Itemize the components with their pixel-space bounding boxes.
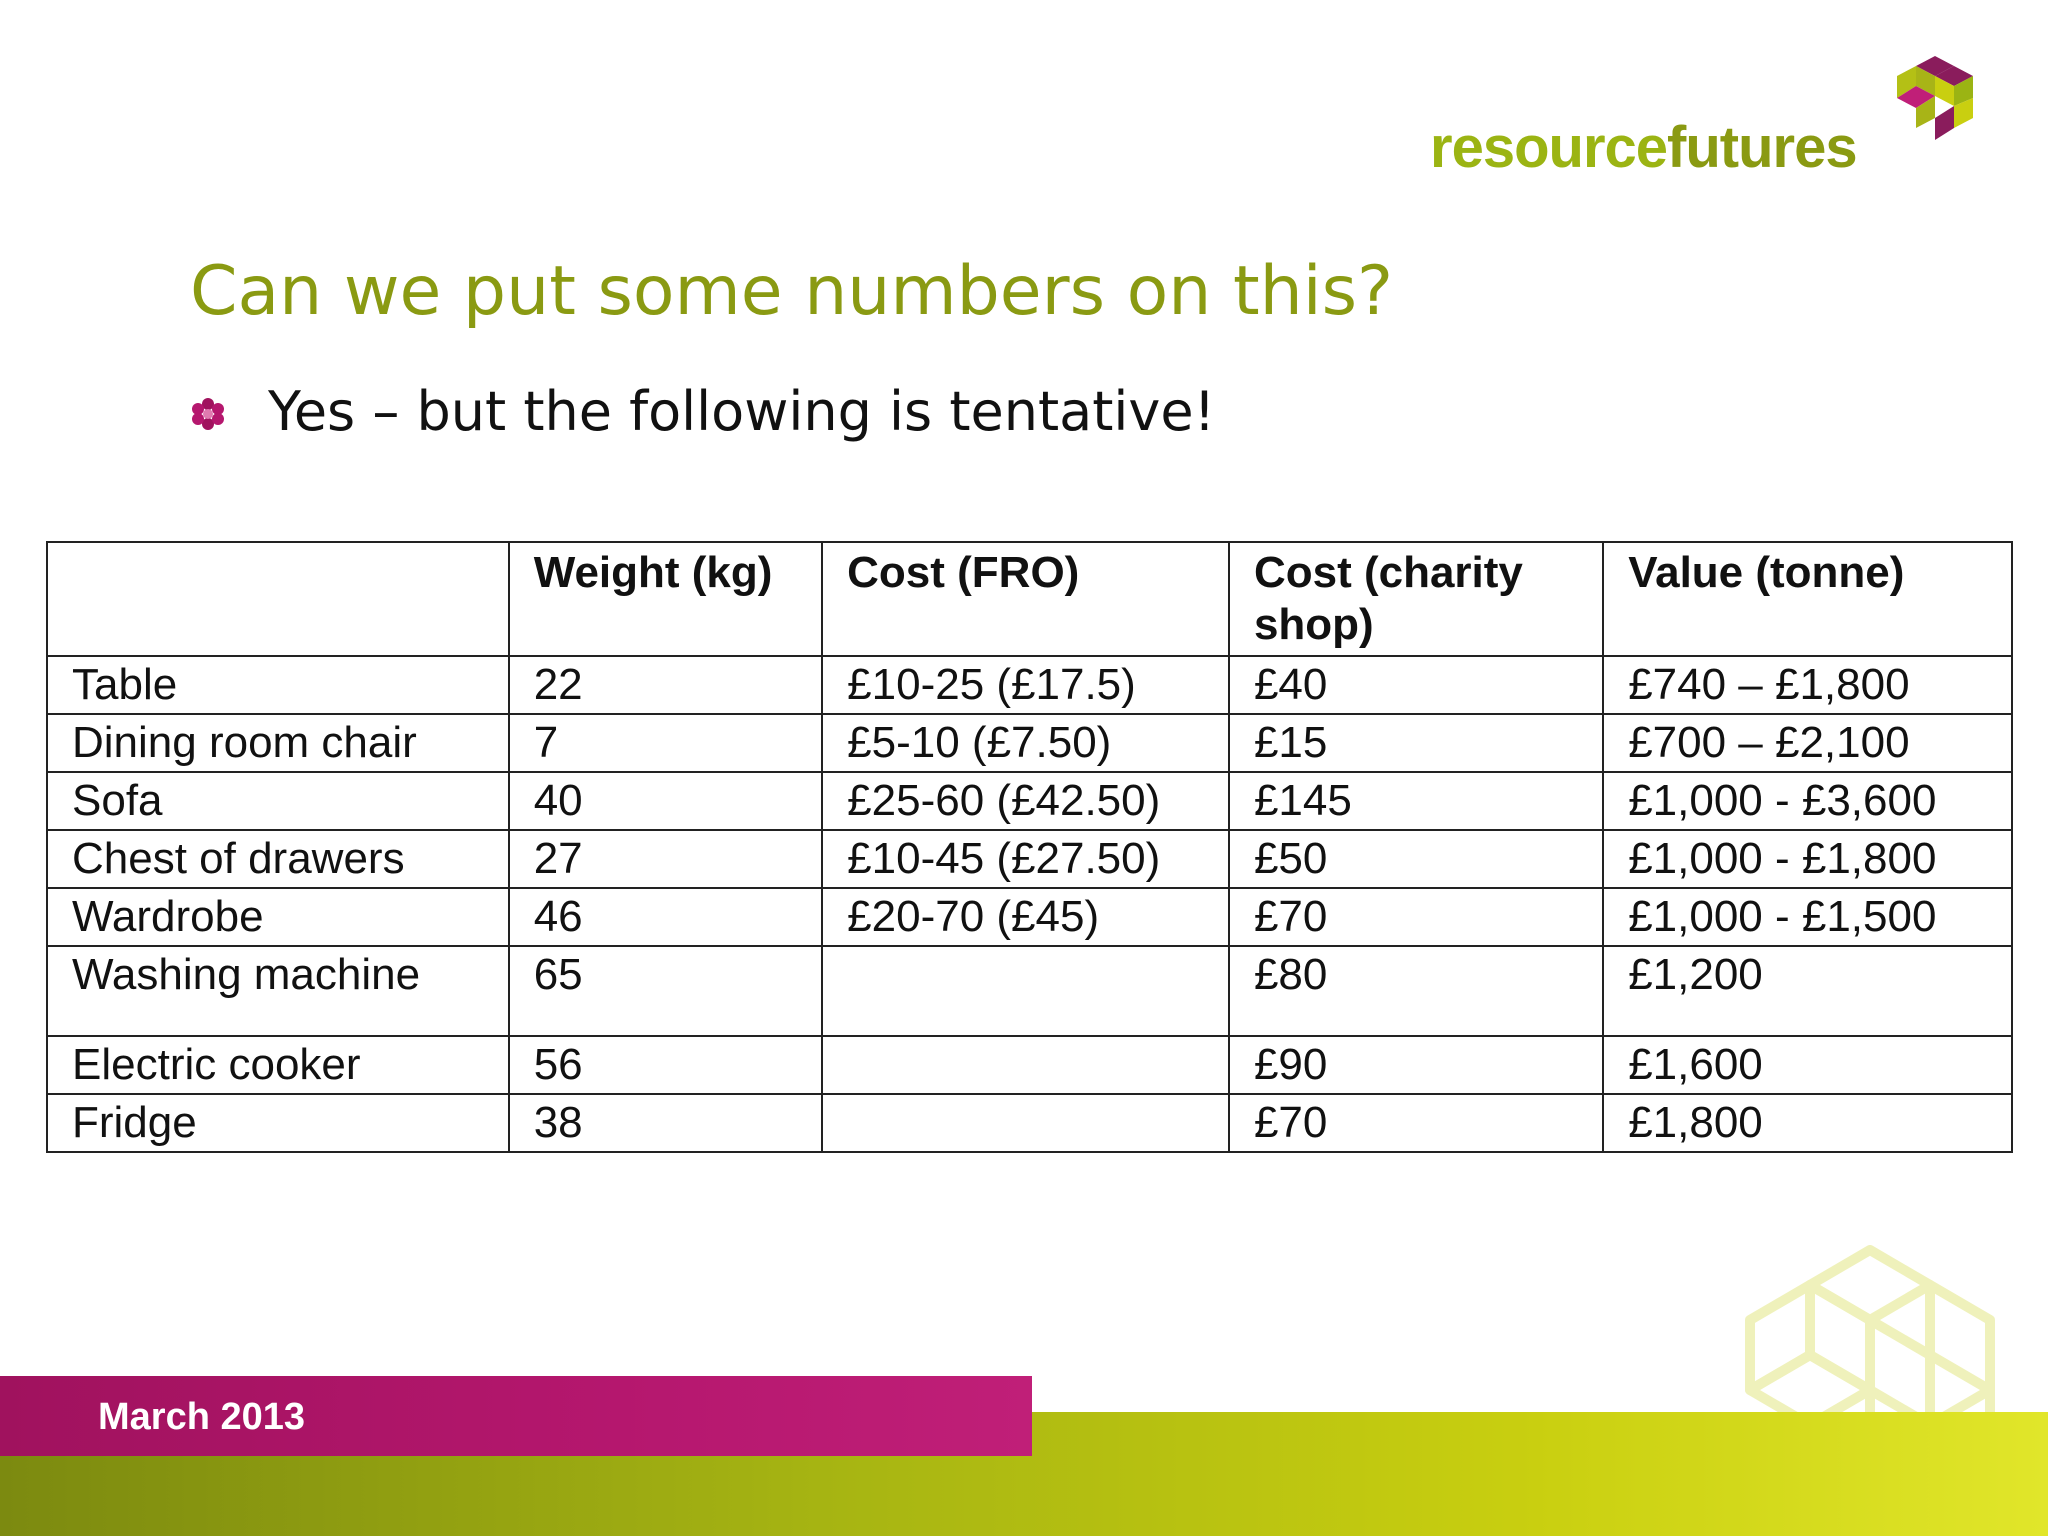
table-row [47,888,2012,946]
cell-item: Wardrobe [47,888,509,946]
flower-bullet-icon [190,396,226,432]
table-row [47,1094,2012,1152]
cell-item: Dining room chair [47,714,509,772]
logo-text-futures: futures [1667,115,1857,180]
cell-value-tonne: £1,600 [1603,1036,2012,1094]
header-cell-cost-charity: Cost (charity shop) [1229,542,1603,656]
cell-weight: 46 [509,888,822,946]
cell-cost-charity: £50 [1229,830,1603,888]
footer-date: March 2013 [98,1396,306,1438]
cell-cost-charity: £15 [1229,714,1603,772]
cell-value-tonne: £1,000 - £1,800 [1603,830,2012,888]
cell-cost-fro [822,1036,1229,1094]
table-header-row [47,542,2012,656]
table-row [47,714,2012,772]
table-row [47,946,2012,1036]
bullet-text: Yes – but the following is tentative! [268,380,1216,443]
cell-value-tonne: £700 – £2,100 [1603,714,2012,772]
cell-cost-fro [822,1094,1229,1152]
cell-weight: 22 [509,656,822,714]
cell-cost-fro: £10-45 (£27.50) [822,830,1229,888]
cell-weight: 65 [509,946,822,1036]
cell-cost-charity: £145 [1229,772,1603,830]
resource-futures-logo [1420,52,1980,192]
cell-value-tonne: £740 – £1,800 [1603,656,2012,714]
cell-item: Electric cooker [47,1036,509,1094]
cell-item: Washing machine [47,946,509,1036]
slide-title: Can we put some numbers on this? [190,252,1394,331]
header-cell-weight: Weight (kg) [509,542,822,656]
cell-cost-charity: £70 [1229,888,1603,946]
cell-cost-charity: £90 [1229,1036,1603,1094]
cell-item: Chest of drawers [47,830,509,888]
cell-cost-fro: £20-70 (£45) [822,888,1229,946]
cell-value-tonne: £1,000 - £1,500 [1603,888,2012,946]
cell-item: Sofa [47,772,509,830]
header-cell-item [47,542,509,656]
cell-cost-fro [822,946,1229,1036]
table-row [47,656,2012,714]
cell-item: Fridge [47,1094,509,1152]
table-row [47,772,2012,830]
header-cell-value-tonne: Value (tonne) [1603,542,2012,656]
cell-cost-fro: £10-25 (£17.5) [822,656,1229,714]
cube-logo-icon [1890,52,1980,152]
header-cell-cost-fro: Cost (FRO) [822,542,1229,656]
cell-cost-charity: £70 [1229,1094,1603,1152]
cell-value-tonne: £1,800 [1603,1094,2012,1152]
logo-text-resource: resource [1430,115,1668,180]
furniture-values-table [46,541,2013,1153]
cell-weight: 27 [509,830,822,888]
cell-weight: 7 [509,714,822,772]
cell-weight: 56 [509,1036,822,1094]
cell-cost-charity: £80 [1229,946,1603,1036]
logo-wordmark [1430,114,1857,181]
cell-cost-charity: £40 [1229,656,1603,714]
cell-cost-fro: £5-10 (£7.50) [822,714,1229,772]
cell-value-tonne: £1,000 - £3,600 [1603,772,2012,830]
cell-value-tonne: £1,200 [1603,946,2012,1036]
bullet-item [190,380,1215,443]
cell-cost-fro: £25-60 (£42.50) [822,772,1229,830]
table-row [47,1036,2012,1094]
table-row [47,830,2012,888]
cell-weight: 40 [509,772,822,830]
cell-item: Table [47,656,509,714]
cell-weight: 38 [509,1094,822,1152]
